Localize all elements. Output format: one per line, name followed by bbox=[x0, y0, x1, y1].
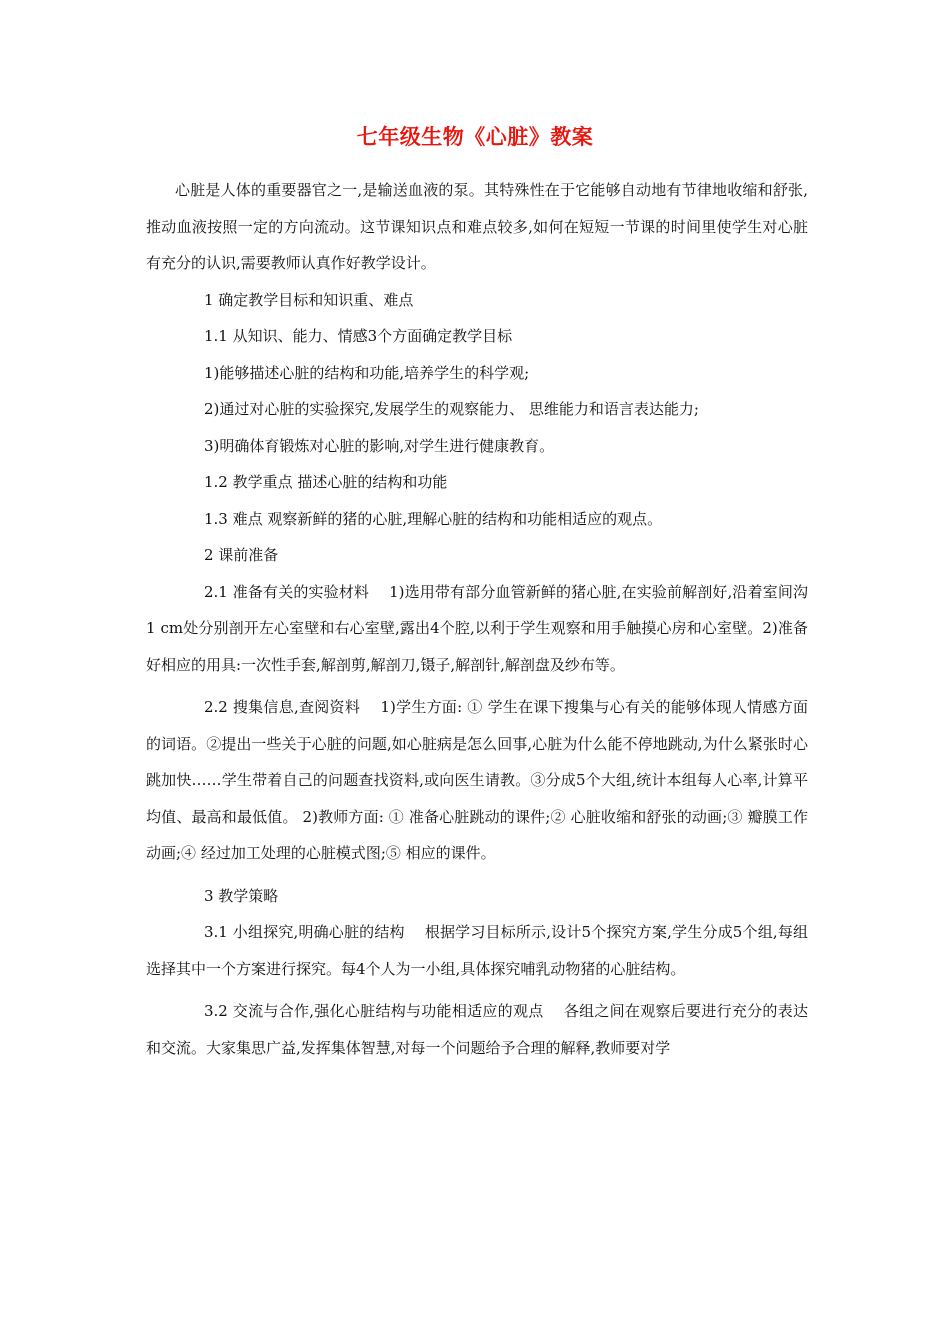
objective-item-3: 3)明确体育锻炼对心脏的影响,对学生进行健康教育。 bbox=[204, 436, 555, 455]
paragraph-2-1: 2.1 准备有关的实验材料 1)选用带有部分血管新鲜的猪心脏,在实验前解剖好,沿着室间沟1 cm处分别剖开左心室壁和右心室壁,露出4个腔,以利于学生观察和用手触摸心房和心室壁。2)准备好相应的用具:一次性手套,解剖剪,解剖刀,镊子,解剖针,解剖盘及纱布等。 bbox=[146, 582, 808, 674]
subsection-heading-1-2: 1.2 教学重点 描述心脏的结构和功能 bbox=[204, 473, 448, 491]
paragraph-3-2: 3.2 交流与合作,强化心脏结构与功能相适应的观点 各组之间在观察后要进行充分的表达和交流。大家集思广益,发挥集体智慧,对每一个问题给予合理的解释,教师要对学 bbox=[146, 1002, 808, 1057]
section-heading-2: 2 课前准备 bbox=[204, 546, 279, 564]
paragraph-2-2: 2.2 搜集信息,查阅资料 1)学生方面: ① 学生在课下搜集与心有关的能够体现人情感方面的词语。②提出一些关于心脏的问题,如心脏病是怎么回事,心脏为什么能不停地跳动,为什么紧张时心跳加快……学生带着自己的问题查找资料,或向医生请教。③分成5个大组,统计本组每人心率,计算平均值、最高和最低值。 2)教师方面: ① 准备心脏跳动的课件;② 心脏收缩和舒张的动画;③ 瓣膜工作动画;④ 经过加工处理的心脏模式图;⑤ 相应的课件。 bbox=[146, 698, 808, 862]
objective-item-2: 2)通过对心脏的实验探究,发展学生的观察能力、 思维能力和语言表达能力; bbox=[204, 400, 699, 418]
objective-item-1: 1)能够描述心脏的结构和功能,培养学生的科学观; bbox=[204, 363, 530, 382]
section-heading-1: 1 确定教学目标和知识重、难点 bbox=[204, 290, 414, 309]
subsection-heading-1-3: 1.3 难点 观察新鲜的猪的心脏,理解心脏的结构和功能相适应的观点。 bbox=[204, 509, 663, 528]
document-title: 七年级生物《心脏》教案 bbox=[356, 124, 594, 149]
paragraph-3-1: 3.1 小组探究,明确心脏的结构 根据学习目标所示,设计5个探究方案,学生分成5个组,每组选择其中一个方案进行探究。每4个人为一小组,具体探究哺乳动物猪的心脏结构。 bbox=[146, 923, 808, 978]
subsection-heading-1-1: 1.1 从知识、能力、情感3个方面确定教学目标 bbox=[204, 327, 513, 345]
document-body bbox=[146, 172, 808, 1066]
section-heading-3: 3 教学策略 bbox=[204, 886, 279, 905]
intro-paragraph: 心脏是人体的重要器官之一,是输送血液的泵。其特殊性在于它能够自动地有节律地收缩和舒张,推动血液按照一定的方向流动。这节课知识点和难点较多,如何在短短一节课的时间里使学生对心脏有充分的认识,需要教师认真作好教学设计。 bbox=[146, 181, 808, 272]
